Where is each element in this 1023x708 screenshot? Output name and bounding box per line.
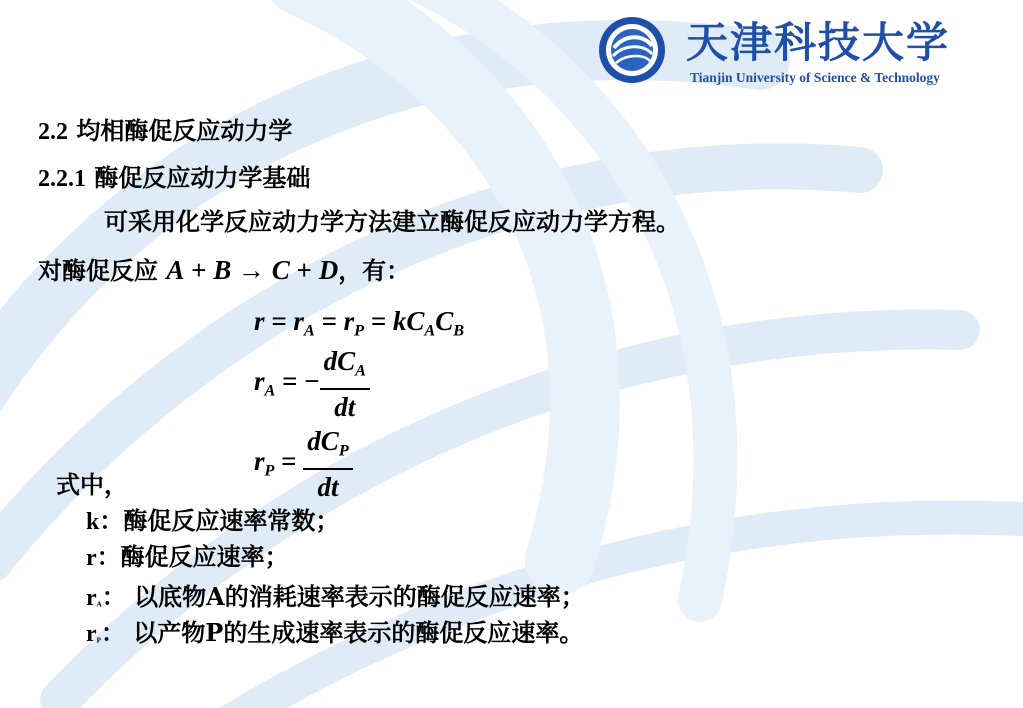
subsection-number: 2.2.1 (38, 166, 86, 192)
subsection-heading (38, 163, 310, 194)
intro-paragraph: 可采用化学反应动力学方法建立酶促反应动力学方程。 (104, 207, 680, 236)
section-heading (38, 116, 292, 147)
reaction-suffix: ，有： (338, 256, 411, 285)
definition-rp: rP： 以产物P的生成速率表示的酶促反应速率。 (86, 618, 584, 647)
section-title: 均相酶促反应动力学 (68, 116, 293, 145)
definition-ra: rA： 以底物A的消耗速率表示的酶促反应速率； (86, 582, 585, 611)
logo-chinese-name: 天津科技大学 (686, 18, 951, 67)
section-number: 2.2 (38, 119, 68, 145)
substrate-rate-fraction: $\frac{dC_A}{dt}$ (320, 344, 370, 424)
reaction-prefix: 对酶促反应 (38, 256, 167, 285)
substrate-rate-equation: $r_A$ = − $\frac{dC_A}{dt}$ (254, 344, 370, 424)
reaction-equation: A + B → C + D (166, 255, 339, 285)
definition-k: k：酶促反应速率常数； (86, 506, 340, 535)
reaction-line (38, 255, 410, 286)
where-label: 式中， (56, 470, 128, 499)
logo-english-name: Tianjin University of Science & Technology (690, 70, 940, 85)
definition-r: r：酶促反应速率； (86, 542, 289, 571)
subsection-title: 酶促反应动力学基础 (86, 163, 311, 192)
product-rate-fraction: $\frac{dC_P}{dt}$ (303, 424, 352, 504)
rate-equation: $r = r_A = r_P = kC_AC_B$ (254, 306, 465, 340)
product-rate-equation: $r_P$ = $\frac{dC_P}{dt}$ (254, 424, 353, 504)
